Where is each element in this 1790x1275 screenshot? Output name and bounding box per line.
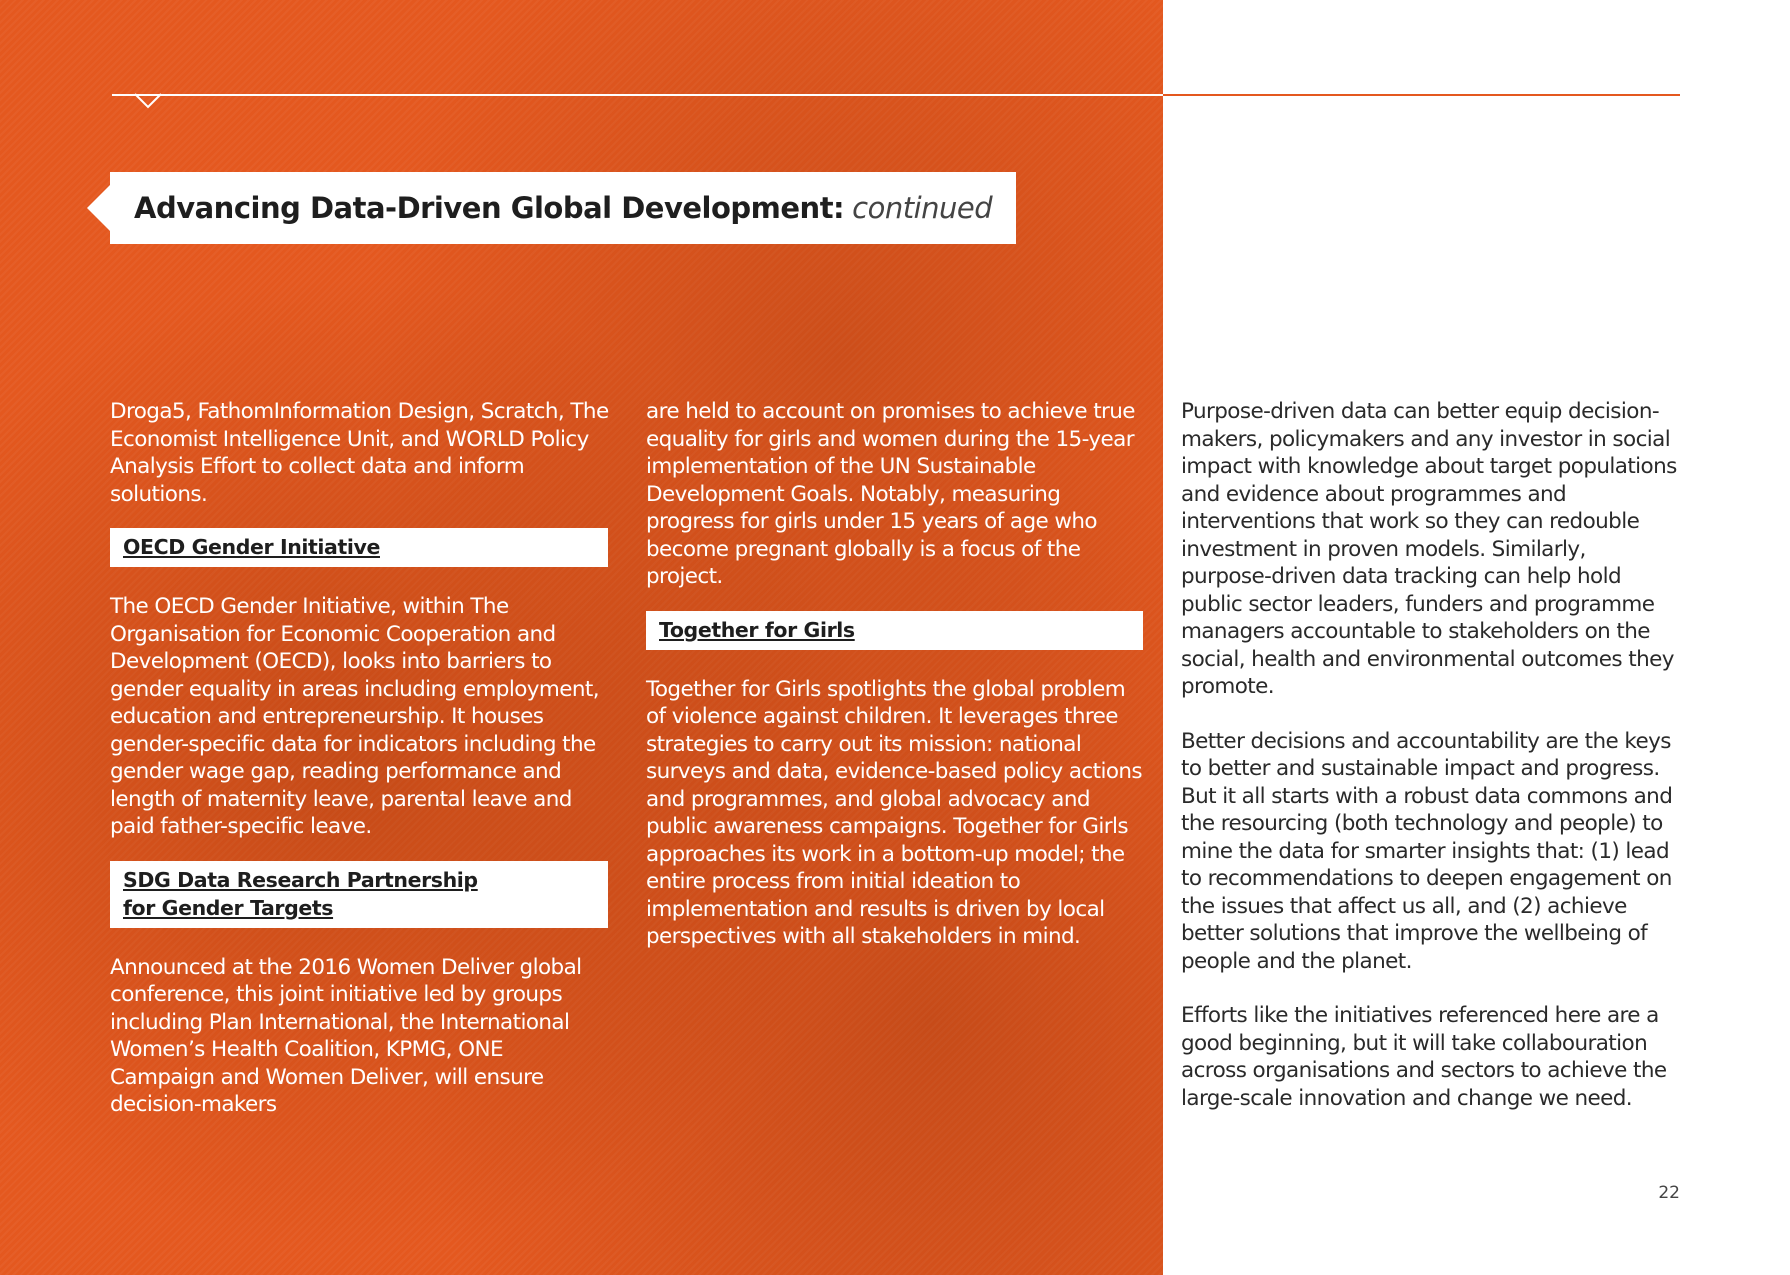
page-title-continued: continued <box>852 191 993 225</box>
column-2-continued-text: are held to account on promises to achieve true equality for girls and women during the 15-year implementation of the UN Sustainable Development Goals. Notably, measuring progress for girls under 15 years of age who become pregnant globally is a focus of the project. <box>646 399 1135 589</box>
title-arrow-icon <box>87 185 110 231</box>
section-heading-together-for-girls-label: Together for Girls <box>659 617 855 642</box>
rule-notch-icon <box>134 93 164 109</box>
page-title <box>110 172 1016 244</box>
column-2 <box>646 398 1146 951</box>
section-heading-oecd-label: OECD Gender Initiative <box>123 535 380 559</box>
section-body-oecd: The OECD Gender Initiative, within The Organisation for Economic Cooperation and Development (OECD), looks into barriers to gender equality in areas including employment, education and entrepreneurship. It houses gender-specific data for indicators including the gender wage gap, reading performance and length of maternity leave, parental leave and paid father-specific leave. <box>110 594 599 839</box>
column-3-paragraph-3: Efforts like the initiatives referenced here are a good beginning, but it will take collabouration across organisations and sectors to achieve the large-scale innovation and change we need. <box>1181 1003 1667 1111</box>
section-body-together-for-girls: Together for Girls spotlights the global problem of violence against children. It leverages three strategies to carry out its mission: national surveys and data, evidence-based policy actions and programmes, and global advocacy and public awareness campaigns. Together for Girls approaches its work in a bottom-up model; the entire process from initial ideation to implementation and results is driven by local perspectives with all stakeholders in mind. <box>646 676 1143 949</box>
header-rule <box>112 94 1680 96</box>
section-heading-sdg <box>110 861 608 928</box>
section-heading-oecd <box>110 528 608 567</box>
column-1 <box>110 398 610 1119</box>
column-3 <box>1181 398 1681 1112</box>
section-heading-together-for-girls <box>646 611 1143 650</box>
column-1-intro: Droga5, FathomInformation Design, Scratch, The Economist Intelligence Unit, and WORLD Policy Analysis Effort to collect data and inform solutions. <box>110 399 609 507</box>
page-number: 22 <box>1658 1183 1680 1203</box>
section-body-sdg: Announced at the 2016 Women Deliver global conference, this joint initiative led by groups including Plan International, the International Women’s Health Coalition, KPMG, ONE Campaign and Women Deliver, will ensure decision-makers <box>110 954 582 1117</box>
section-heading-sdg-line2: for Gender Targets <box>123 895 334 920</box>
header-rule-white-segment <box>112 94 1163 96</box>
section-heading-sdg-line1: SDG Data Research Partnership <box>123 867 478 892</box>
column-3-paragraph-1: Purpose-driven data can better equip decision-makers, policymakers and any investor in social impact with knowledge about target populations and evidence about programmes and interventions that work so they can redouble investment in proven models. Similarly, purpose-driven data tracking can help hold public sector leaders, funders and programme managers accountable to stakeholders on the social, health and environmental outcomes they promote. <box>1181 399 1677 699</box>
column-3-paragraph-2: Better decisions and accountability are the keys to better and sustainable impact and progress. But it all starts with a robust data commons and the resourcing (both technology and people) to mine the data for smarter insights that: (1) lead to recommendations to deepen engagement on the issues that affect us all, and (2) achieve better solutions that improve the wellbeing of people and the planet. <box>1181 728 1673 974</box>
page-title-main: Advancing Data-Driven Global Development: <box>134 191 845 225</box>
header-rule-orange-segment <box>1163 94 1680 96</box>
